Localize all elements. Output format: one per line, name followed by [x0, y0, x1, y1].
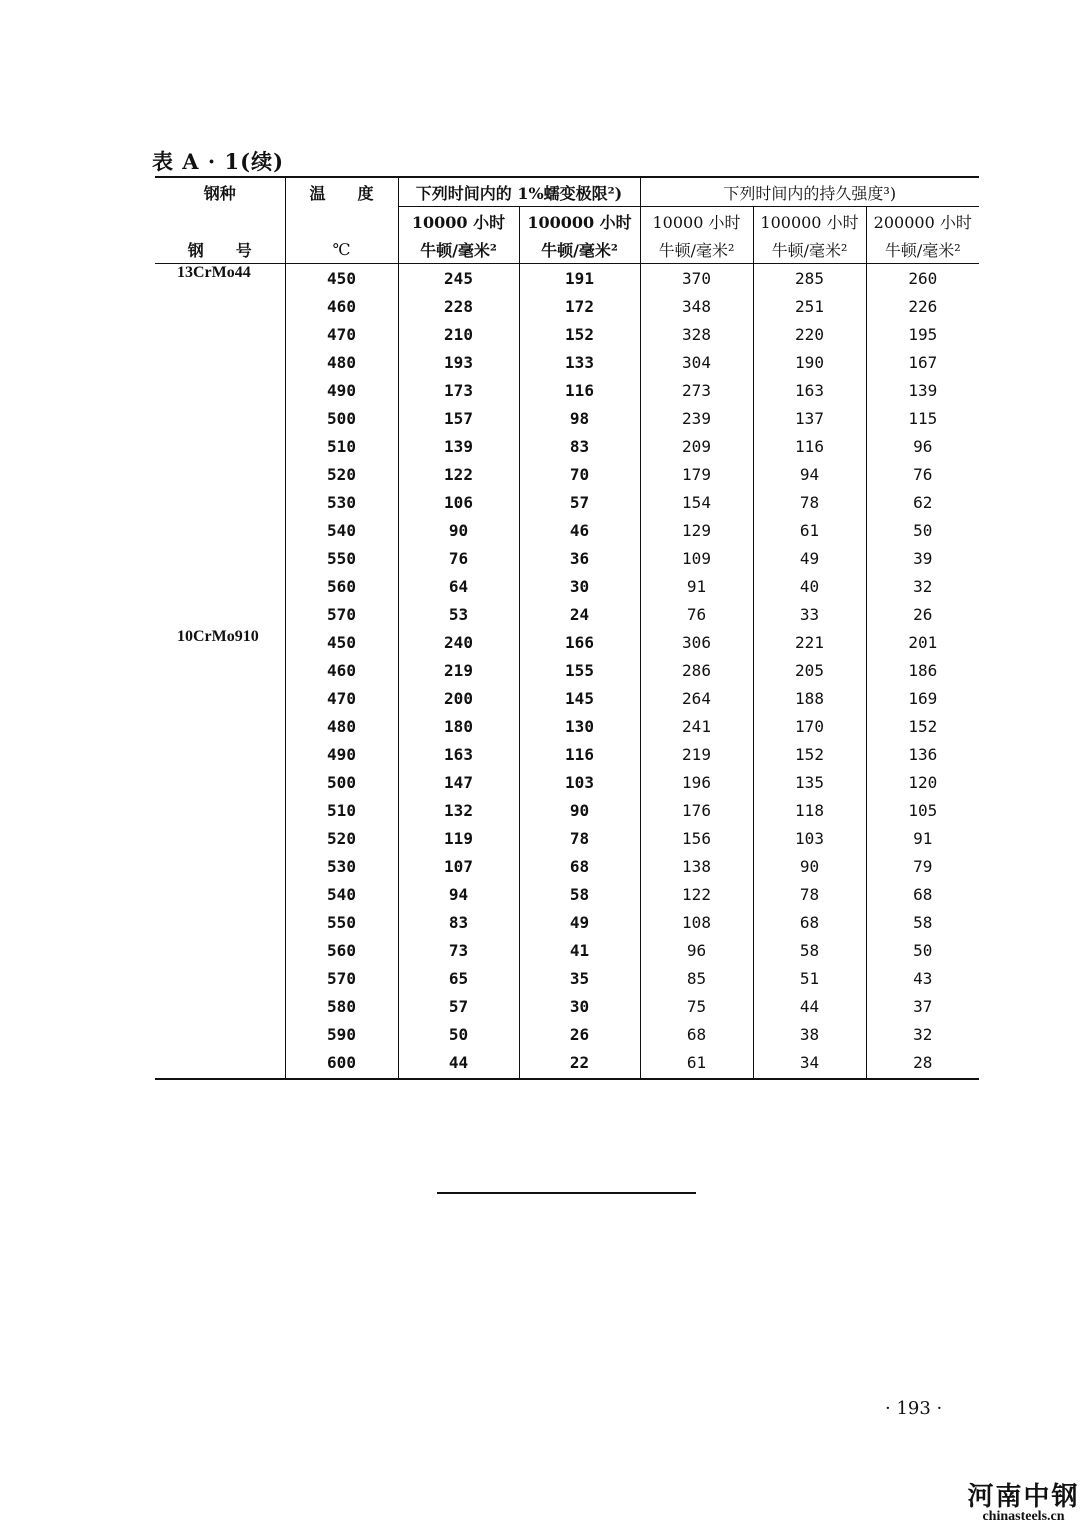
value-cell: 40 [753, 572, 866, 600]
value-cell: 50 [398, 1020, 519, 1048]
value-cell: 118 [753, 796, 866, 824]
header-col-2-unit: 牛顿/毫米² [519, 235, 640, 264]
value-cell: 154 [640, 488, 753, 516]
value-cell: 219 [640, 740, 753, 768]
value-cell: 122 [640, 880, 753, 908]
value-cell: 201 [866, 628, 979, 656]
header-col-5-unit: 牛顿/毫米² [866, 235, 979, 264]
value-cell: 196 [640, 768, 753, 796]
value-cell: 228 [398, 292, 519, 320]
value-cell: 32 [866, 572, 979, 600]
value-cell: 83 [519, 432, 640, 460]
temperature-cell: 460 [285, 656, 398, 684]
header-col-3-unit: 牛顿/毫米² [640, 235, 753, 264]
value-cell: 36 [519, 544, 640, 572]
temperature-cell: 550 [285, 544, 398, 572]
table-header [155, 177, 979, 264]
value-cell: 105 [866, 796, 979, 824]
value-cell: 306 [640, 628, 753, 656]
value-cell: 220 [753, 320, 866, 348]
value-cell: 173 [398, 376, 519, 404]
value-cell: 41 [519, 936, 640, 964]
value-cell: 152 [519, 320, 640, 348]
value-cell: 50 [866, 936, 979, 964]
value-cell: 58 [519, 880, 640, 908]
temperature-cell: 570 [285, 964, 398, 992]
value-cell: 34 [753, 1048, 866, 1079]
value-cell: 116 [519, 376, 640, 404]
value-cell: 90 [753, 852, 866, 880]
value-cell: 186 [866, 656, 979, 684]
watermark-cn: 河南中钢 [967, 1482, 1080, 1512]
value-cell: 61 [753, 516, 866, 544]
table-body [155, 264, 979, 1080]
header-rupture-strength: 下列时间内的持久强度³) [640, 177, 979, 207]
temperature-cell: 540 [285, 880, 398, 908]
value-cell: 33 [753, 600, 866, 628]
value-cell: 90 [398, 516, 519, 544]
value-cell: 190 [753, 348, 866, 376]
watermark-logo [955, 1484, 1092, 1524]
value-cell: 163 [753, 376, 866, 404]
value-cell: 260 [866, 264, 979, 293]
temperature-cell: 540 [285, 516, 398, 544]
value-cell: 26 [519, 1020, 640, 1048]
value-cell: 103 [753, 824, 866, 852]
temperature-cell: 530 [285, 488, 398, 516]
value-cell: 57 [398, 992, 519, 1020]
temperature-cell: 570 [285, 600, 398, 628]
temperature-cell: 450 [285, 264, 398, 293]
value-cell: 32 [866, 1020, 979, 1048]
value-cell: 179 [640, 460, 753, 488]
page-number: · 193 · [885, 1398, 943, 1419]
value-cell: 85 [640, 964, 753, 992]
value-cell: 73 [398, 936, 519, 964]
value-cell: 58 [866, 908, 979, 936]
value-cell: 122 [398, 460, 519, 488]
value-cell: 210 [398, 320, 519, 348]
value-cell: 22 [519, 1048, 640, 1079]
value-cell: 68 [519, 852, 640, 880]
temperature-cell: 450 [285, 628, 398, 656]
value-cell: 91 [866, 824, 979, 852]
value-cell: 44 [753, 992, 866, 1020]
value-cell: 145 [519, 684, 640, 712]
temperature-cell: 500 [285, 404, 398, 432]
steel-strength-table [155, 176, 979, 1080]
temperature-cell: 580 [285, 992, 398, 1020]
watermark-en: chinasteels.cn [982, 1509, 1065, 1524]
temperature-cell: 480 [285, 712, 398, 740]
value-cell: 157 [398, 404, 519, 432]
value-cell: 38 [753, 1020, 866, 1048]
value-cell: 58 [753, 936, 866, 964]
steel-grade-cell: 13CrMo44 [177, 264, 251, 281]
temperature-cell: 520 [285, 460, 398, 488]
value-cell: 133 [519, 348, 640, 376]
value-cell: 132 [398, 796, 519, 824]
temperature-cell: 470 [285, 320, 398, 348]
value-cell: 139 [398, 432, 519, 460]
header-steel-grade: 钢 号 [187, 240, 252, 260]
value-cell: 138 [640, 852, 753, 880]
temperature-cell: 530 [285, 852, 398, 880]
value-cell: 136 [866, 740, 979, 768]
value-cell: 96 [866, 432, 979, 460]
table-row [155, 264, 979, 293]
temperature-cell: 560 [285, 936, 398, 964]
header-col-4-unit: 牛顿/毫米² [753, 235, 866, 264]
header-col-1-time: 10000 小时 [398, 207, 519, 236]
temperature-cell: 560 [285, 572, 398, 600]
value-cell: 43 [866, 964, 979, 992]
value-cell: 44 [398, 1048, 519, 1079]
value-cell: 139 [866, 376, 979, 404]
value-cell: 39 [866, 544, 979, 572]
value-cell: 50 [866, 516, 979, 544]
value-cell: 68 [640, 1020, 753, 1048]
value-cell: 28 [866, 1048, 979, 1079]
temperature-cell: 510 [285, 796, 398, 824]
value-cell: 78 [519, 824, 640, 852]
value-cell: 285 [753, 264, 866, 293]
value-cell: 53 [398, 600, 519, 628]
value-cell: 200 [398, 684, 519, 712]
value-cell: 273 [640, 376, 753, 404]
value-cell: 116 [519, 740, 640, 768]
value-cell: 90 [519, 796, 640, 824]
value-cell: 135 [753, 768, 866, 796]
temperature-cell: 500 [285, 768, 398, 796]
header-temp-unit: ℃ [285, 235, 398, 264]
temperature-cell: 470 [285, 684, 398, 712]
value-cell: 91 [640, 572, 753, 600]
value-cell: 49 [519, 908, 640, 936]
value-cell: 219 [398, 656, 519, 684]
value-cell: 46 [519, 516, 640, 544]
value-cell: 137 [753, 404, 866, 432]
value-cell: 264 [640, 684, 753, 712]
value-cell: 26 [866, 600, 979, 628]
value-cell: 226 [866, 292, 979, 320]
value-cell: 109 [640, 544, 753, 572]
value-cell: 286 [640, 656, 753, 684]
value-cell: 152 [753, 740, 866, 768]
value-cell: 176 [640, 796, 753, 824]
header-creep-limit: 下列时间内的 1%蠕变极限²) [398, 177, 640, 207]
value-cell: 106 [398, 488, 519, 516]
data-table-container [155, 176, 978, 1080]
value-cell: 70 [519, 460, 640, 488]
value-cell: 119 [398, 824, 519, 852]
value-cell: 209 [640, 432, 753, 460]
value-cell: 239 [640, 404, 753, 432]
value-cell: 240 [398, 628, 519, 656]
value-cell: 35 [519, 964, 640, 992]
value-cell: 152 [866, 712, 979, 740]
value-cell: 83 [398, 908, 519, 936]
value-cell: 193 [398, 348, 519, 376]
value-cell: 188 [753, 684, 866, 712]
separator-line [437, 1192, 696, 1194]
value-cell: 75 [640, 992, 753, 1020]
value-cell: 76 [866, 460, 979, 488]
value-cell: 49 [753, 544, 866, 572]
temperature-cell: 490 [285, 740, 398, 768]
value-cell: 94 [398, 880, 519, 908]
value-cell: 180 [398, 712, 519, 740]
value-cell: 120 [866, 768, 979, 796]
temperature-cell: 550 [285, 908, 398, 936]
value-cell: 163 [398, 740, 519, 768]
value-cell: 65 [398, 964, 519, 992]
value-cell: 51 [753, 964, 866, 992]
temperature-cell: 600 [285, 1048, 398, 1079]
value-cell: 156 [640, 824, 753, 852]
temperature-cell: 590 [285, 1020, 398, 1048]
value-cell: 195 [866, 320, 979, 348]
value-cell: 221 [753, 628, 866, 656]
value-cell: 98 [519, 404, 640, 432]
header-col-1-unit: 牛顿/毫米² [398, 235, 519, 264]
value-cell: 241 [640, 712, 753, 740]
value-cell: 167 [866, 348, 979, 376]
value-cell: 79 [866, 852, 979, 880]
value-cell: 103 [519, 768, 640, 796]
value-cell: 166 [519, 628, 640, 656]
value-cell: 116 [753, 432, 866, 460]
header-col-2-time: 100000 小时 [519, 207, 640, 236]
temperature-cell: 510 [285, 432, 398, 460]
temperature-cell: 480 [285, 348, 398, 376]
value-cell: 68 [753, 908, 866, 936]
header-steel-type: 钢种 [203, 183, 236, 203]
value-cell: 115 [866, 404, 979, 432]
steel-grade-cell: 10CrMo910 [177, 628, 259, 645]
header-col-5-time: 200000 小时 [866, 207, 979, 236]
value-cell: 30 [519, 572, 640, 600]
value-cell: 191 [519, 264, 640, 293]
value-cell: 68 [866, 880, 979, 908]
value-cell: 172 [519, 292, 640, 320]
value-cell: 130 [519, 712, 640, 740]
value-cell: 108 [640, 908, 753, 936]
header-temperature: 温 度 [285, 177, 398, 207]
table-title: 表 A · 1(续) [152, 149, 285, 174]
value-cell: 251 [753, 292, 866, 320]
value-cell: 348 [640, 292, 753, 320]
value-cell: 30 [519, 992, 640, 1020]
temperature-cell: 490 [285, 376, 398, 404]
header-col-4-time: 100000 小时 [753, 207, 866, 236]
value-cell: 170 [753, 712, 866, 740]
value-cell: 76 [640, 600, 753, 628]
table-row [155, 628, 979, 656]
value-cell: 304 [640, 348, 753, 376]
value-cell: 129 [640, 516, 753, 544]
value-cell: 328 [640, 320, 753, 348]
value-cell: 76 [398, 544, 519, 572]
value-cell: 78 [753, 488, 866, 516]
value-cell: 94 [753, 460, 866, 488]
value-cell: 96 [640, 936, 753, 964]
temperature-cell: 520 [285, 824, 398, 852]
value-cell: 78 [753, 880, 866, 908]
value-cell: 155 [519, 656, 640, 684]
value-cell: 169 [866, 684, 979, 712]
value-cell: 370 [640, 264, 753, 293]
value-cell: 205 [753, 656, 866, 684]
value-cell: 64 [398, 572, 519, 600]
temperature-cell: 460 [285, 292, 398, 320]
value-cell: 147 [398, 768, 519, 796]
value-cell: 245 [398, 264, 519, 293]
value-cell: 107 [398, 852, 519, 880]
header-col-3-time: 10000 小时 [640, 207, 753, 236]
value-cell: 24 [519, 600, 640, 628]
value-cell: 61 [640, 1048, 753, 1079]
value-cell: 62 [866, 488, 979, 516]
value-cell: 57 [519, 488, 640, 516]
value-cell: 37 [866, 992, 979, 1020]
